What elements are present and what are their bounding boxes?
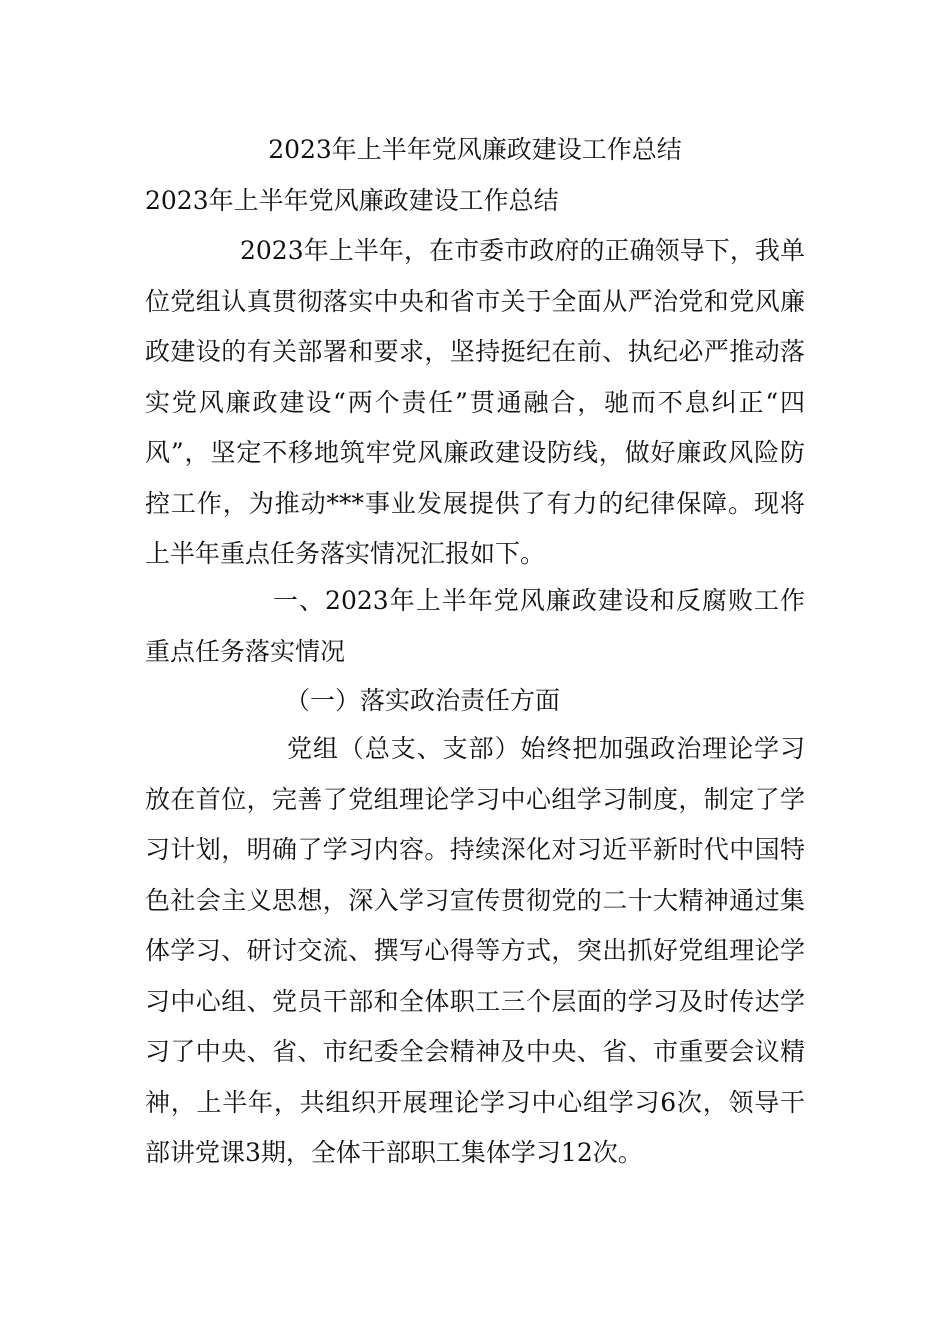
document-title: 2023年上半年党风廉政建设工作总结 <box>268 135 682 164</box>
intro-paragraph: 2023年上半年，在市委市政府的正确领导下，我单位党组认真贯彻落实中央和省市关于全面从严治党和党风廉政建设的有关部署和要求，坚持挺纪在前、执纪必严推动落实党风廉政建设“两个责任”贯通融合，驰而不息纠正“四风”，坚定不移地筑牢党风廉政建设防线，做好廉政风险防控工作，为推动***事业发展提供了有力的纪律保障。现将上半年重点任务落实情况汇报如下。 <box>145 236 805 568</box>
body-paragraph: 党组（总支、支部）始终把加强政治理论学习放在首位，完善了党组理论学习中心组学习制度，制定了学习计划，明确了学习内容。持续深化对习近平新时代中国特色社会主义思想，深入学习宣传贯彻党的二十大精神通过集体学习、研讨交流、撰写心得等方式，突出抓好党组理论学习中心组、党员干部和全体职工三个层面的学习及时传达学习了中央、省、市纪委全会精神及中央、省、市重要会议精神，上半年，共组织开展理论学习中心组学习6次，领导干部讲党课3期，全体干部职工集体学习12次。 <box>145 734 805 1167</box>
section-heading-1: 一、2023年上半年党风廉政建设和反腐败工作重点任务落实情况 <box>145 586 805 666</box>
document-subtitle: 2023年上半年党风廉政建设工作总结 <box>145 186 559 215</box>
subsection-heading-1: （一）落实政治责任方面 <box>285 686 561 715</box>
